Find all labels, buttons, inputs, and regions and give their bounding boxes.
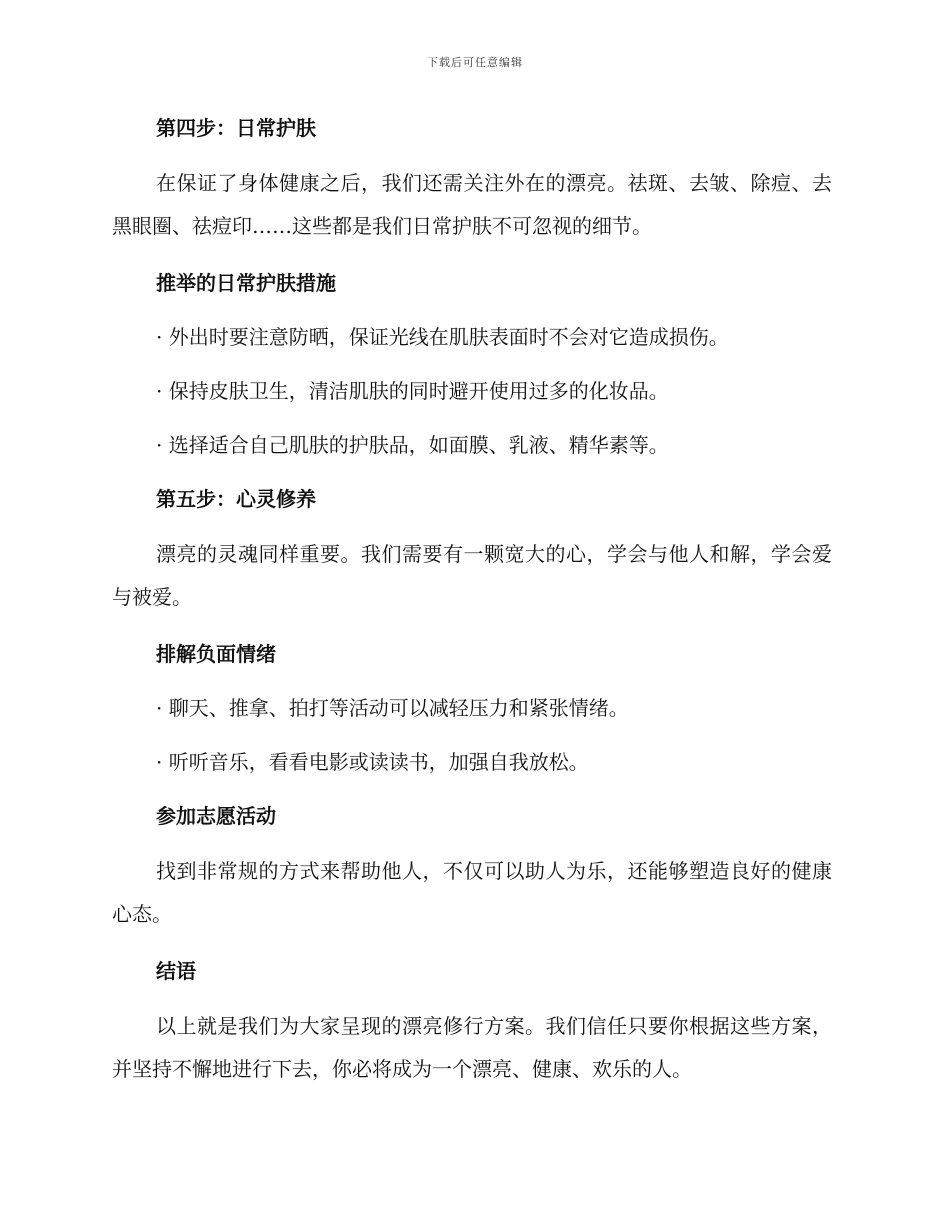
section-heading-step5: 第五步：心灵修养	[156, 487, 316, 511]
bullet-item-emotion-2: · 听听音乐，看看电影或读读书，加强自我放松。	[156, 750, 589, 774]
section-heading-volunteer: 参加志愿活动	[156, 804, 276, 828]
bullet-item-emotion-1: · 聊天、推拿、拍打等活动可以减轻压力和紧张情绪。	[156, 696, 629, 720]
document-body	[112, 108, 832, 1091]
bullet-item-skincare-1: · 外出时要注意防晒，保证光线在肌肤表面时不会对它造成损伤。	[156, 325, 729, 349]
paragraph-volunteer: 找到非常规的方式来帮助他人，不仅可以助人为乐，还能够塑造良好的健康心态。	[112, 859, 832, 926]
section-heading-skincare: 推举的日常护肤措施	[156, 271, 336, 295]
bullet-item-skincare-3: · 选择适合自己肌肤的护肤品，如面膜、乳液、精华素等。	[156, 433, 669, 457]
section-heading-conclusion: 结语	[156, 959, 196, 983]
bullet-item-skincare-2: · 保持皮肤卫生，清洁肌肤的同时避开使用过多的化妆品。	[156, 379, 669, 403]
header-note: 下载后可任意编辑	[427, 56, 523, 69]
section-heading-step4: 第四步：日常护肤	[156, 116, 316, 140]
section-heading-emotion: 排解负面情绪	[156, 642, 276, 666]
paragraph-conclusion: 以上就是我们为大家呈现的漂亮修行方案。我们信任只要你根据这些方案，并坚持不懈地进行下去，你必将成为一个漂亮、健康、欢乐的人。	[112, 1014, 832, 1081]
paragraph-step5: 漂亮的灵魂同样重要。我们需要有一颗宽大的心，学会与他人和解，学会爱与被爱。	[112, 542, 832, 609]
paragraph-step4: 在保证了身体健康之后，我们还需关注外在的漂亮。祛斑、去皱、除痘、去黑眼圈、祛痘印……这些都是我们日常护肤不可忽视的细节。	[112, 171, 832, 238]
